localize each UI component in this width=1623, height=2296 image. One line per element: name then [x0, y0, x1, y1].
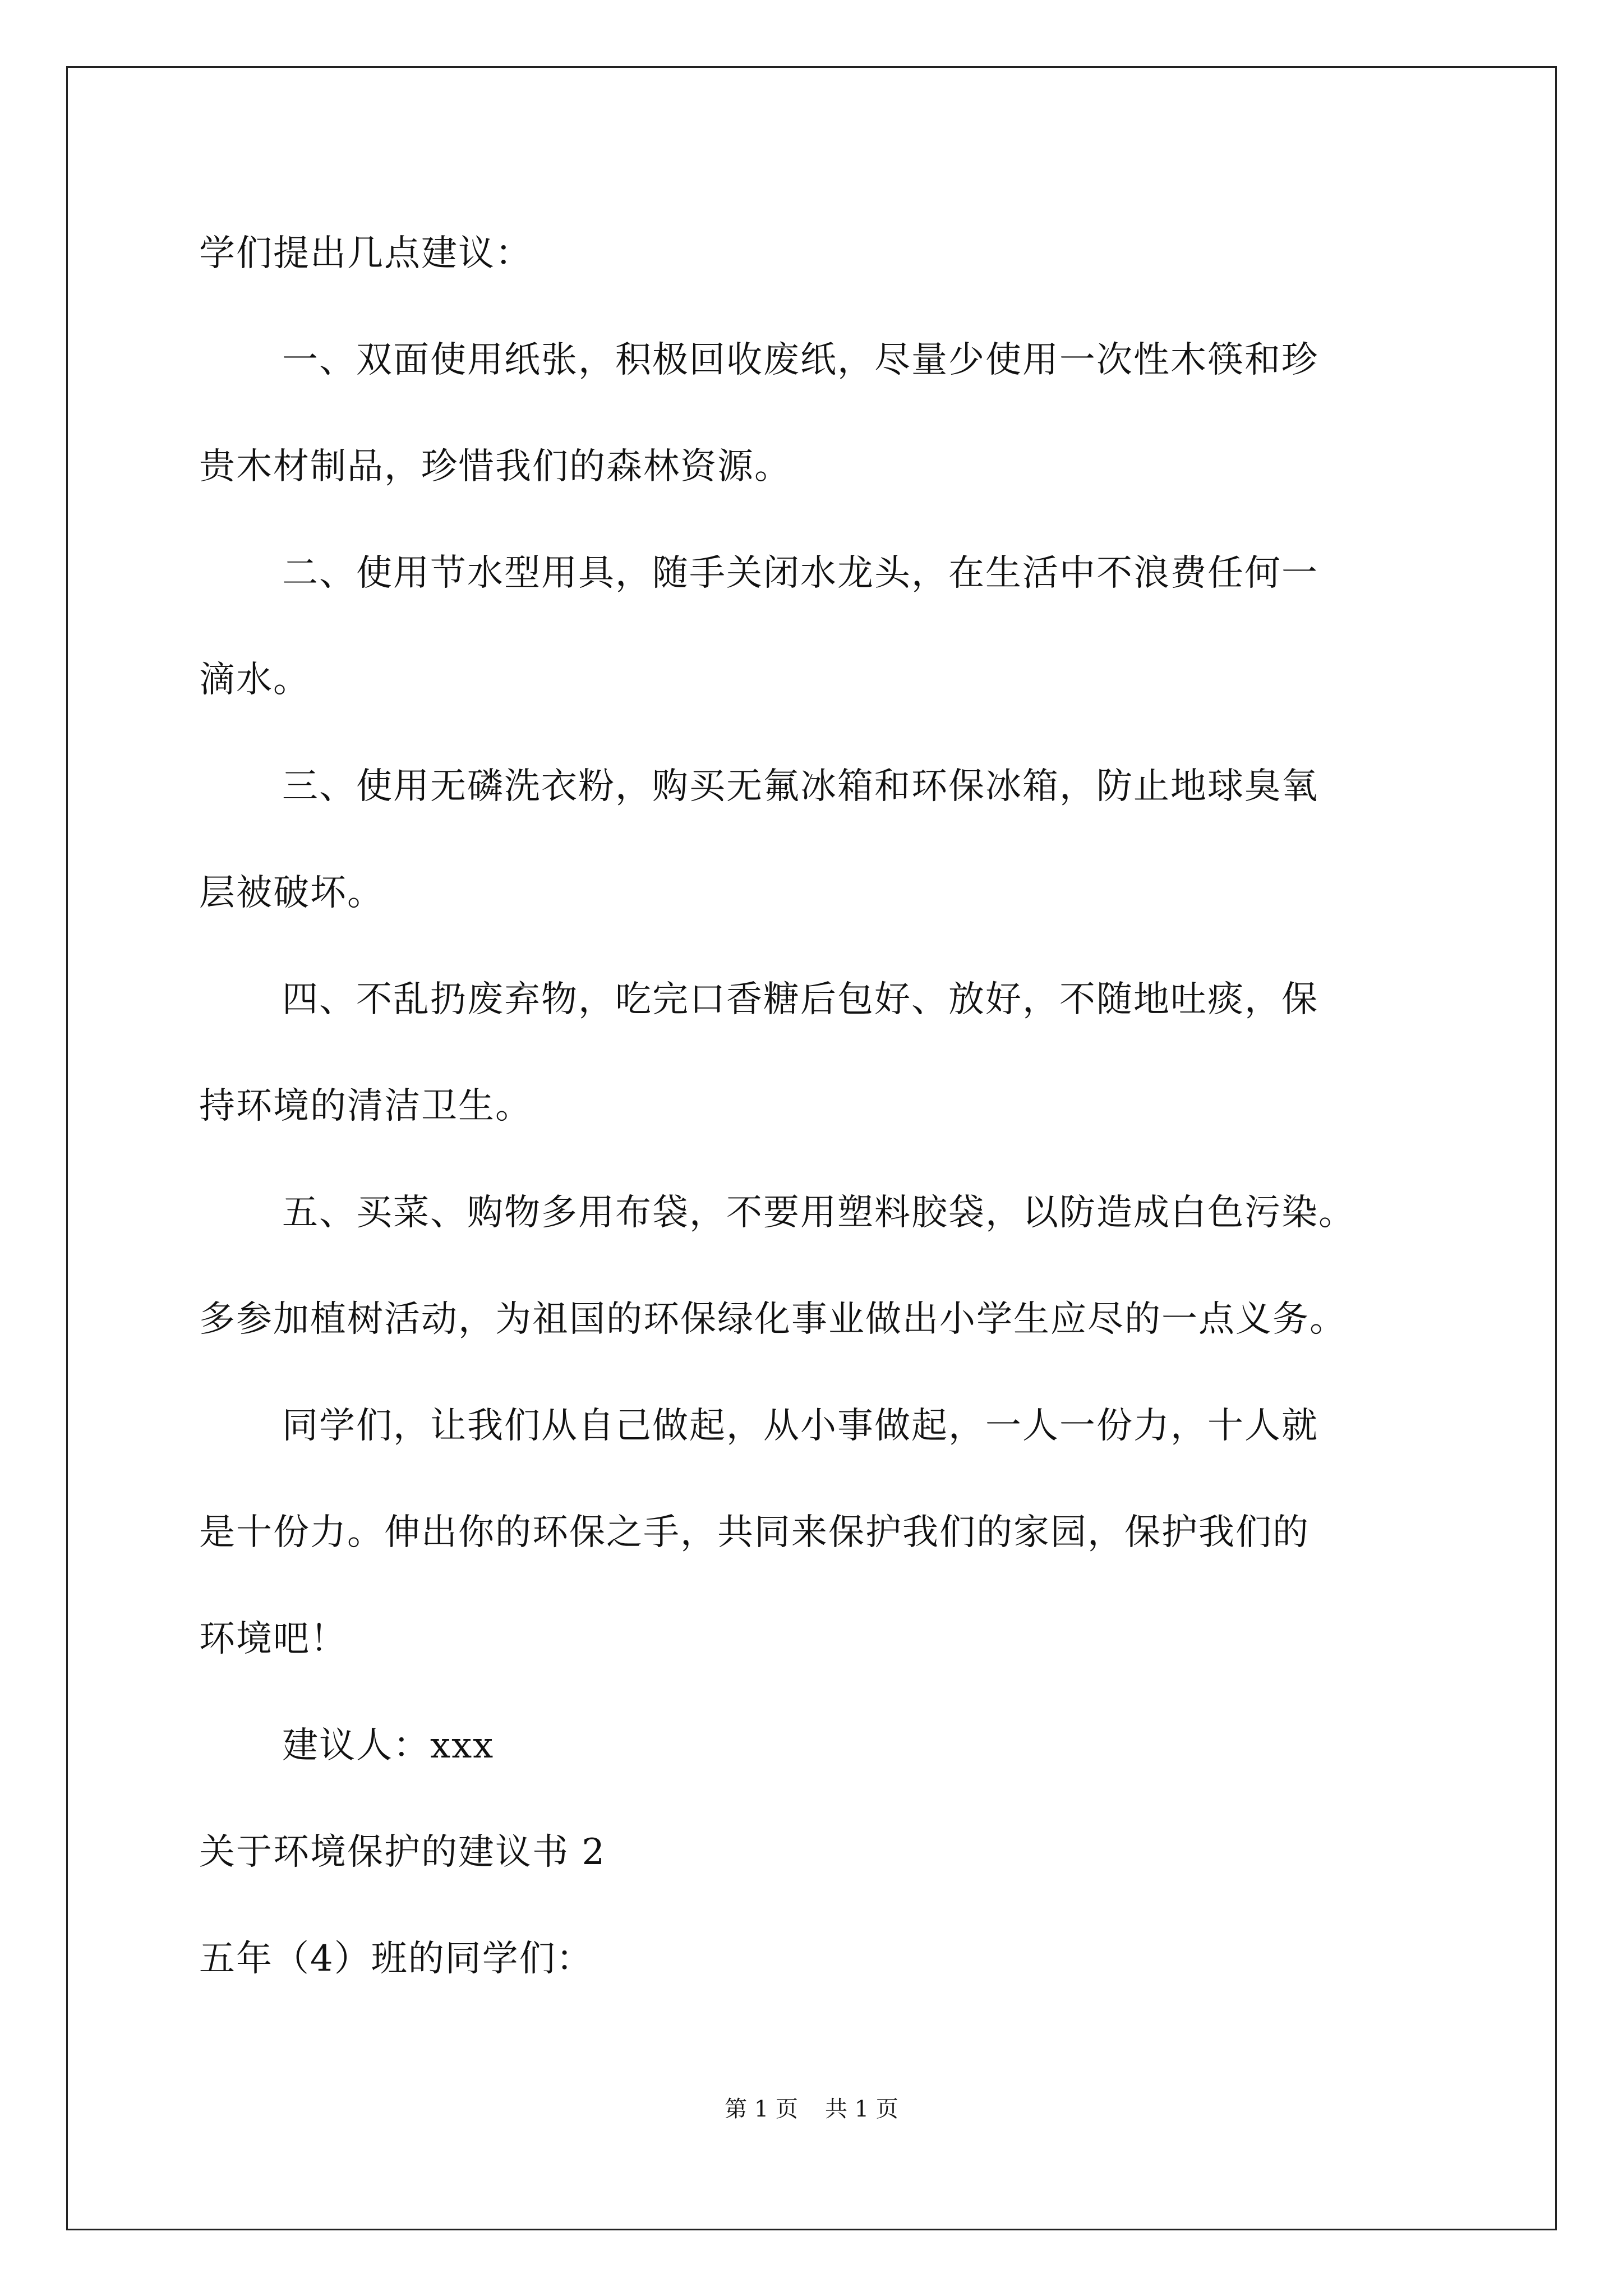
body-line: 多参加植树活动，为祖国的环保绿化事业做出小学生应尽的一点义务。: [199, 1299, 1347, 1340]
body-line: 贵木材制品，珍惜我们的森林资源。: [199, 446, 791, 487]
salutation-line: 五年（4）班的同学们：: [199, 1938, 593, 1980]
section-title: 关于环境保护的建议书 2: [199, 1832, 606, 1873]
body-line: 四、不乱扔废弃物，吃完口香糖后包好、放好，不随地吐痰，保: [282, 979, 1318, 1020]
signature-line: 建议人：xxx: [282, 1725, 495, 1766]
body-line: 一、双面使用纸张，积极回收废纸，尽量少使用一次性木筷和珍: [282, 339, 1318, 381]
page-footer: [0, 2095, 1623, 2123]
body-line: 环境吧！: [199, 1618, 347, 1660]
body-line: 五、买菜、购物多用布袋，不要用塑料胶袋，以防造成白色污染。: [282, 1192, 1355, 1234]
body-line: 二、使用节水型用具，随手关闭水龙头，在生活中不浪费任何一: [282, 553, 1318, 594]
page-border: [66, 66, 1557, 2230]
body-line: 持环境的清洁卫生。: [199, 1085, 532, 1127]
body-line: 三、使用无磷洗衣粉，购买无氟冰箱和环保冰箱，防止地球臭氧: [282, 766, 1318, 807]
body-line: 同学们，让我们从自己做起，从小事做起，一人一份力，十人就: [282, 1405, 1318, 1447]
body-line: 学们提出几点建议：: [199, 233, 532, 274]
body-line: 滴水。: [199, 659, 310, 701]
body-line: 层被破坏。: [199, 872, 384, 914]
total-pages: 共 1 页: [825, 2096, 898, 2122]
body-line: 是十份力。伸出你的环保之手，共同来保护我们的家园，保护我们的: [199, 1512, 1310, 1553]
page-number: 第 1 页: [725, 2096, 798, 2122]
